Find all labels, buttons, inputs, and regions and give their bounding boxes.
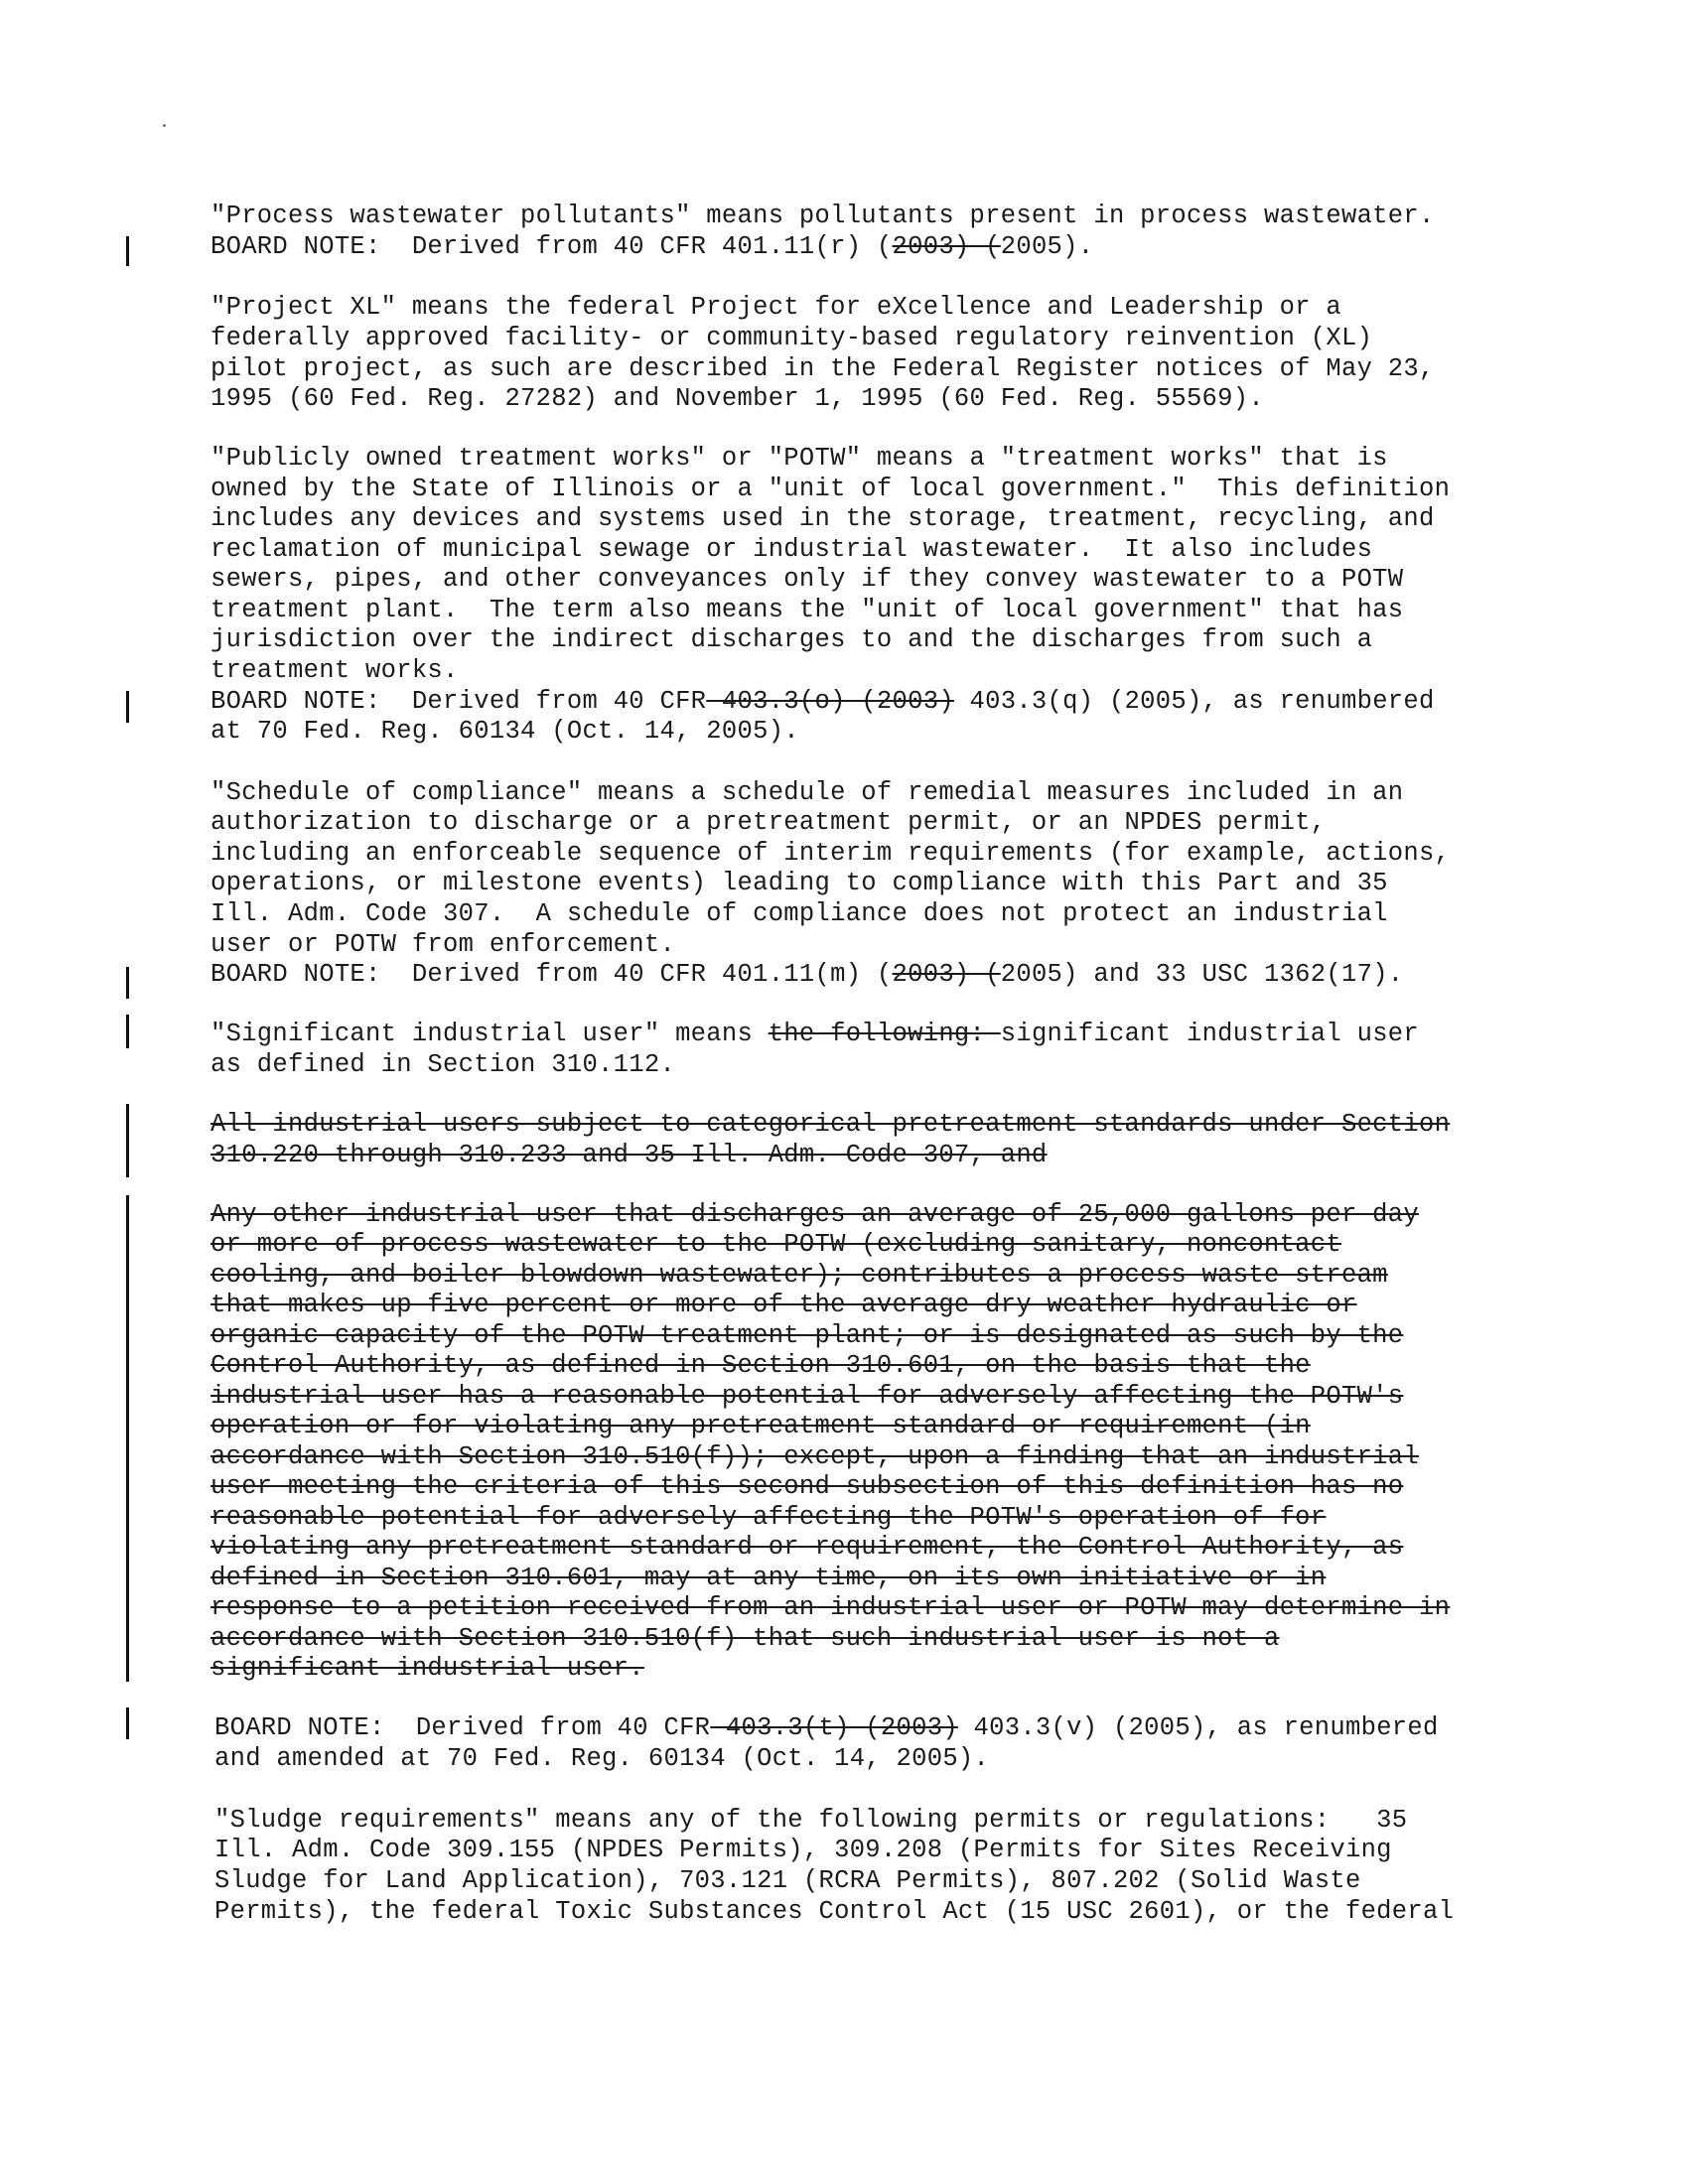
board-note-text: BOARD NOTE: Derived from 40 CFR 401.11(m) (: [210, 960, 893, 989]
definition-sludge-requirements: "Sludge requirements" means any of the following permits or regulations: 35: [214, 1806, 1408, 1835]
definition-potw: "Publicly owned treatment works" or "POTW" means a "treatment works" that is: [210, 444, 1388, 473]
scan-speck: [163, 124, 166, 127]
board-note-text: 403.3(v) (2005), as renumbered: [957, 1713, 1439, 1742]
definition-line: including an enforceable sequence of interim requirements (for example, actions,: [210, 839, 1451, 868]
change-bar: [126, 1015, 129, 1048]
definition-line: Sludge for Land Application), 703.121 (RCRA Permits), 807.202 (Solid Waste: [214, 1866, 1361, 1895]
definition-line: treatment works.: [210, 656, 459, 685]
deleted-text: 403.3(t) (2003): [710, 1713, 958, 1742]
board-note-text: BOARD NOTE: Derived from 40 CFR: [210, 687, 707, 716]
deleted-text: 2003) (: [892, 232, 1001, 261]
deleted-line: Control Authority, as defined in Section 310.601, on the basis that the: [210, 1351, 1311, 1380]
definition-line: Ill. Adm. Code 307. A schedule of compliance does not protect an industrial: [210, 899, 1388, 928]
board-note-line: and amended at 70 Fed. Reg. 60134 (Oct. 14, 2005).: [214, 1744, 990, 1773]
definition-line: as defined in Section 310.112.: [210, 1050, 676, 1079]
deleted-text: the following:: [768, 1020, 1001, 1048]
definition-line: treatment plant. The term also means the "unit of local government" that has: [210, 596, 1404, 624]
change-bar: [126, 967, 129, 999]
definition-significant-industrial-user: [210, 1019, 1419, 1049]
deleted-line: significant industrial user.: [210, 1654, 644, 1683]
definition-line: jurisdiction over the indirect discharges to and the discharges from such a: [210, 625, 1373, 654]
definition-schedule-of-compliance: "Schedule of compliance" means a schedule of remedial measures included in an: [210, 778, 1404, 807]
definition-line: user or POTW from enforcement.: [210, 930, 676, 959]
change-bar: [126, 691, 129, 723]
deleted-line: reasonable potential for adversely affecting the POTW's operation of for: [210, 1503, 1327, 1532]
deleted-line: user meeting the criteria of this second subsection of this definition has no: [210, 1472, 1404, 1501]
change-bar: [126, 236, 129, 266]
deleted-line: organic capacity of the POTW treatment plant; or is designated as such by the: [210, 1321, 1404, 1350]
deleted-line: accordance with Section 310.510(f)); except, upon a finding that an industrial: [210, 1442, 1419, 1471]
definition-line: Permits), the federal Toxic Substances Control Act (15 USC 2601), or the federal: [214, 1897, 1455, 1926]
deleted-line: operation or for violating any pretreatment standard or requirement (in: [210, 1412, 1311, 1440]
definition-line: owned by the State of Illinois or a "unit of local government." This definition: [210, 475, 1451, 503]
change-bar: [126, 1104, 129, 1177]
board-note-text: BOARD NOTE: Derived from 40 CFR: [214, 1713, 711, 1742]
board-note-line: at 70 Fed. Reg. 60134 (Oct. 14, 2005).: [210, 717, 799, 746]
deleted-line: 310.220 through 310.233 and 35 Ill. Adm. Code 307, and: [210, 1141, 1048, 1169]
board-note: [210, 231, 1093, 262]
deleted-line: All industrial users subject to categorical pretreatment standards under Section: [210, 1110, 1451, 1139]
board-note: [210, 686, 1435, 717]
definition-line: includes any devices and systems used in the storage, treatment, recycling, and: [210, 504, 1435, 533]
definition-line: authorization to discharge or a pretreatment permit, or an NPDES permit,: [210, 808, 1327, 837]
deleted-line: industrial user has a reasonable potential for adversely affecting the POTW's: [210, 1382, 1404, 1411]
definition-line: reclamation of municipal sewage or industrial wastewater. It also includes: [210, 535, 1373, 564]
definition-text: "Significant industrial user" means: [210, 1020, 769, 1048]
definition-line: sewers, pipes, and other conveyances only if they convey wastewater to a POTW: [210, 565, 1404, 594]
deleted-text: 403.3(o) (2003): [706, 687, 954, 716]
deleted-line: that makes up five percent or more of the average dry weather hydraulic or: [210, 1291, 1357, 1319]
definition-line: pilot project, as such are described in the Federal Register notices of May 23,: [210, 354, 1435, 383]
deleted-line: or more of process wastewater to the POTW (excluding sanitary, noncontact: [210, 1230, 1341, 1259]
definition-line: Ill. Adm. Code 309.155 (NPDES Permits), 309.208 (Permits for Sites Receiving: [214, 1836, 1392, 1864]
definition-line: 1995 (60 Fed. Reg. 27282) and November 1, 1995 (60 Fed. Reg. 55569).: [210, 384, 1264, 413]
board-note: [214, 1712, 1439, 1743]
definition-line: federally approved facility- or community-based regulatory reinvention (XL): [210, 324, 1373, 352]
deleted-line: defined in Section 310.601, may at any time, on its own initiative or in: [210, 1564, 1327, 1592]
definition-text: significant industrial user: [1000, 1020, 1420, 1048]
definition-process-wastewater-pollutants: "Process wastewater pollutants" means pollutants present in process wastewater.: [210, 202, 1435, 230]
deleted-line: Any other industrial user that discharges an average of 25,000 gallons per day: [210, 1200, 1419, 1229]
deleted-line: violating any pretreatment standard or requirement, the Control Authority, as: [210, 1533, 1404, 1562]
deleted-line: response to a petition received from an industrial user or POTW may determine in: [210, 1593, 1451, 1622]
change-bar: [126, 1707, 129, 1739]
definition-line: operations, or milestone events) leading to compliance with this Part and 35: [210, 869, 1388, 897]
deleted-text: 2003) (: [892, 960, 1001, 989]
board-note-text: 2005).: [1000, 232, 1094, 261]
board-note-text: 2005) and 33 USC 1362(17).: [1000, 960, 1404, 989]
board-note-text: BOARD NOTE: Derived from 40 CFR 401.11(r) (: [210, 232, 893, 261]
deleted-line: cooling, and boiler blowdown wastewater); contributes a process waste stream: [210, 1261, 1388, 1290]
board-note: [210, 959, 1403, 990]
change-bar: [126, 1195, 129, 1682]
deleted-line: accordance with Section 310.510(f) that such industrial user is not a: [210, 1624, 1280, 1653]
board-note-text: 403.3(q) (2005), as renumbered: [953, 687, 1435, 716]
definition-project-xl: "Project XL" means the federal Project for eXcellence and Leadership or a: [210, 293, 1341, 322]
